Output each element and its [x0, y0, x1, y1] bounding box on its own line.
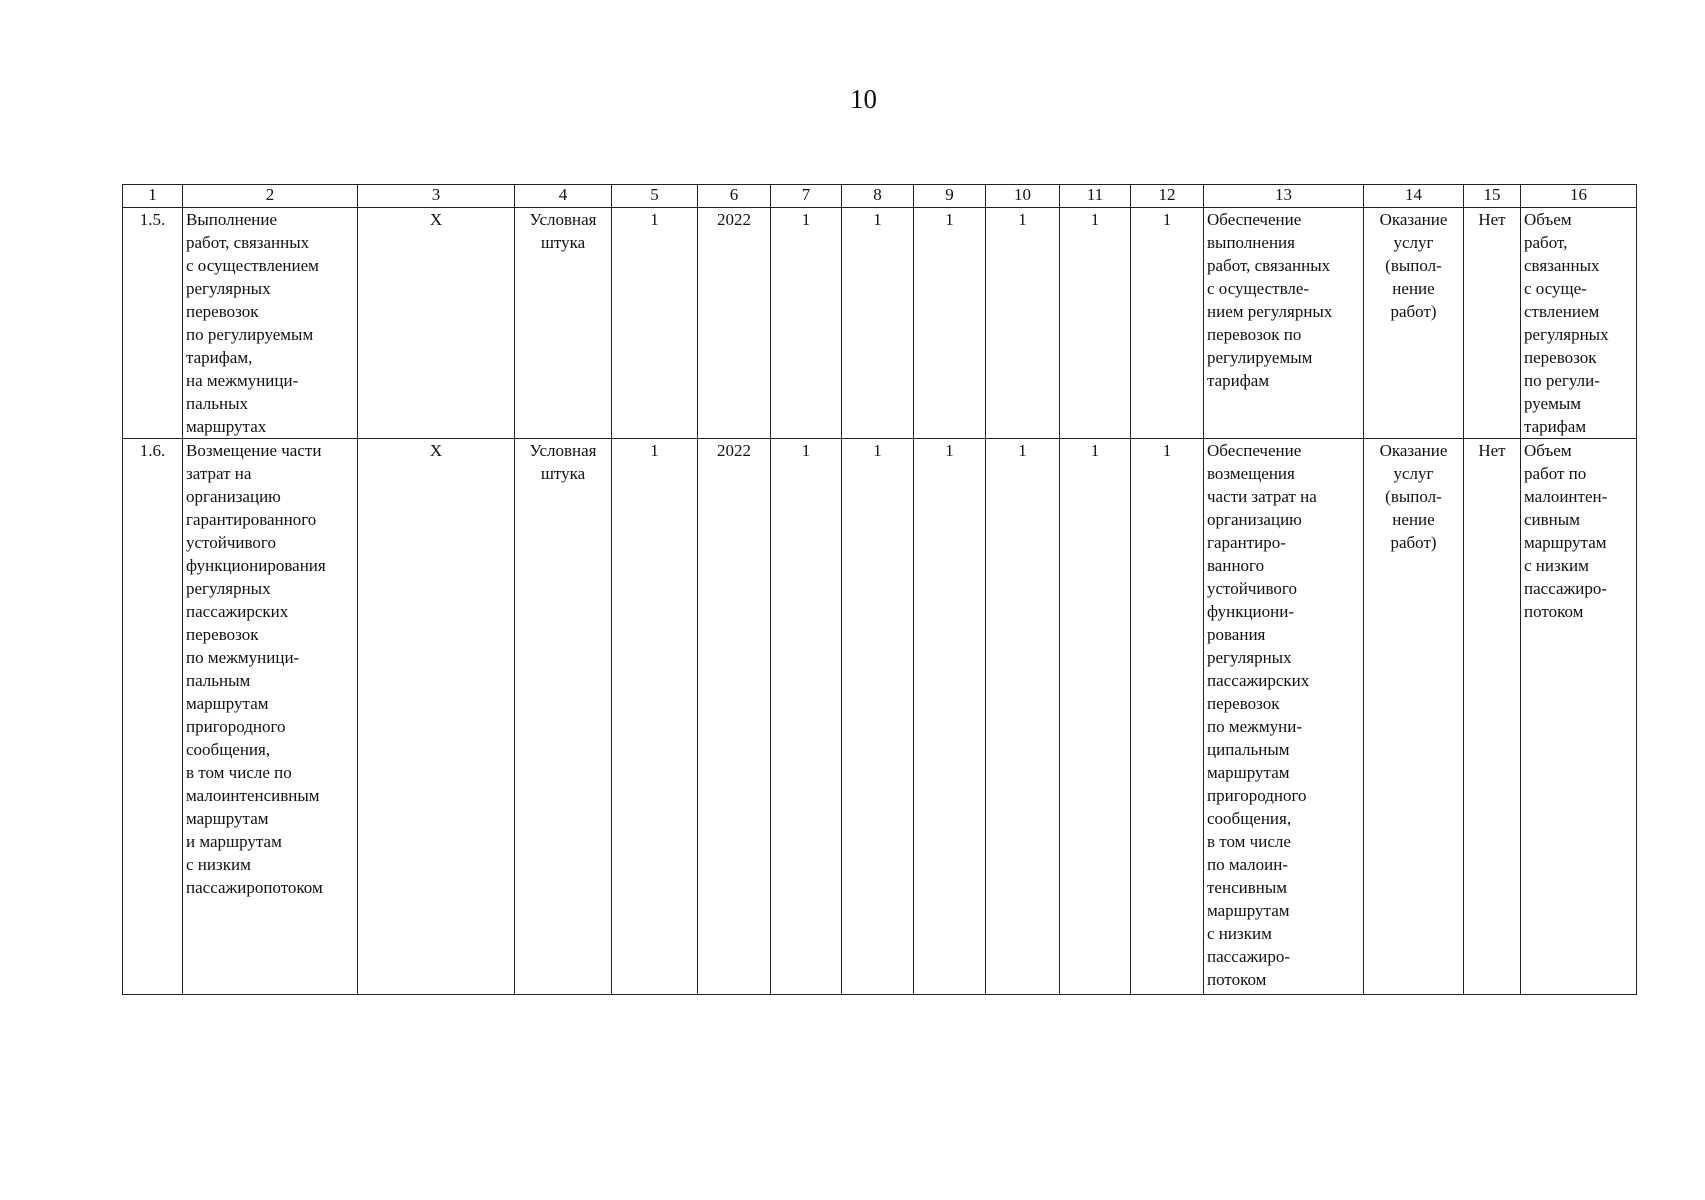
cell-col3: X: [358, 208, 515, 439]
column-header: 11: [1060, 185, 1131, 208]
page-number: 10: [850, 84, 877, 114]
cell-col9: 1: [914, 439, 986, 995]
goal-cell: Обеспечение возмещения части затрат на организацию гарантиро- ванного устойчивого функциони- рования регулярных пассажирских перевозок по межмуни- ципальным маршрутам пригородного сообщения, в том числе по малоин- тенсивным маршрутам с низким пассажиро- потоком: [1204, 439, 1364, 995]
column-header: 4: [515, 185, 612, 208]
measure-name: Возмещение части затрат на организацию гарантированного устойчивого функционирования регулярных пассажирских перевозок по межмуници- пальным маршрутам пригородного сообщения, в том числе по малоинтенсивным маршрутам и маршрутам с низким пассажиропотоком: [183, 439, 358, 995]
data-table: [122, 184, 1637, 995]
table-row: [123, 208, 1637, 439]
column-header: 15: [1464, 185, 1521, 208]
indicator-cell: Объем работ, связанных с осуще- ствлением регулярных перевозок по регули- руемым тарифам: [1521, 208, 1637, 439]
table-header-row: [123, 185, 1637, 208]
column-header: 8: [842, 185, 914, 208]
column-header: 12: [1131, 185, 1204, 208]
cell-col5: 1: [612, 208, 698, 439]
cell-col3: X: [358, 439, 515, 995]
goal-cell: Обеспечение выполнения работ, связанных с осуществле- нием регулярных перевозок по регулируемым тарифам: [1204, 208, 1364, 439]
cell-col15: Нет: [1464, 208, 1521, 439]
cell-col7: 1: [771, 208, 842, 439]
column-header: 16: [1521, 185, 1637, 208]
cell-col10: 1: [986, 208, 1060, 439]
cell-col15: Нет: [1464, 439, 1521, 995]
cell-col5: 1: [612, 439, 698, 995]
cell-col12: 1: [1131, 439, 1204, 995]
unit-cell: Условная штука: [515, 208, 612, 439]
column-header: 3: [358, 185, 515, 208]
column-header: 2: [183, 185, 358, 208]
measure-name: Выполнение работ, связанных с осуществлением регулярных перевозок по регулируемым тарифам, на межмуници- пальных маршрутах: [183, 208, 358, 439]
column-header: 7: [771, 185, 842, 208]
cell-col7: 1: [771, 439, 842, 995]
column-header: 6: [698, 185, 771, 208]
year-cell: 2022: [698, 439, 771, 995]
cell-col9: 1: [914, 208, 986, 439]
column-header: 13: [1204, 185, 1364, 208]
cell-col8: 1: [842, 439, 914, 995]
column-header: 9: [914, 185, 986, 208]
type-cell: Оказание услуг (выпол- нение работ): [1364, 439, 1464, 995]
year-cell: 2022: [698, 208, 771, 439]
column-header: 14: [1364, 185, 1464, 208]
cell-col12: 1: [1131, 208, 1204, 439]
column-header: 5: [612, 185, 698, 208]
type-cell: Оказание услуг (выпол- нение работ): [1364, 208, 1464, 439]
column-header: 10: [986, 185, 1060, 208]
cell-col11: 1: [1060, 208, 1131, 439]
cell-col8: 1: [842, 208, 914, 439]
row-number: 1.6.: [123, 439, 183, 995]
column-header: 1: [123, 185, 183, 208]
row-number: 1.5.: [123, 208, 183, 439]
indicator-cell: Объем работ по малоинтен- сивным маршрутам с низким пассажиро- потоком: [1521, 439, 1637, 995]
table-row: [123, 439, 1637, 995]
cell-col10: 1: [986, 439, 1060, 995]
cell-col11: 1: [1060, 439, 1131, 995]
unit-cell: Условная штука: [515, 439, 612, 995]
